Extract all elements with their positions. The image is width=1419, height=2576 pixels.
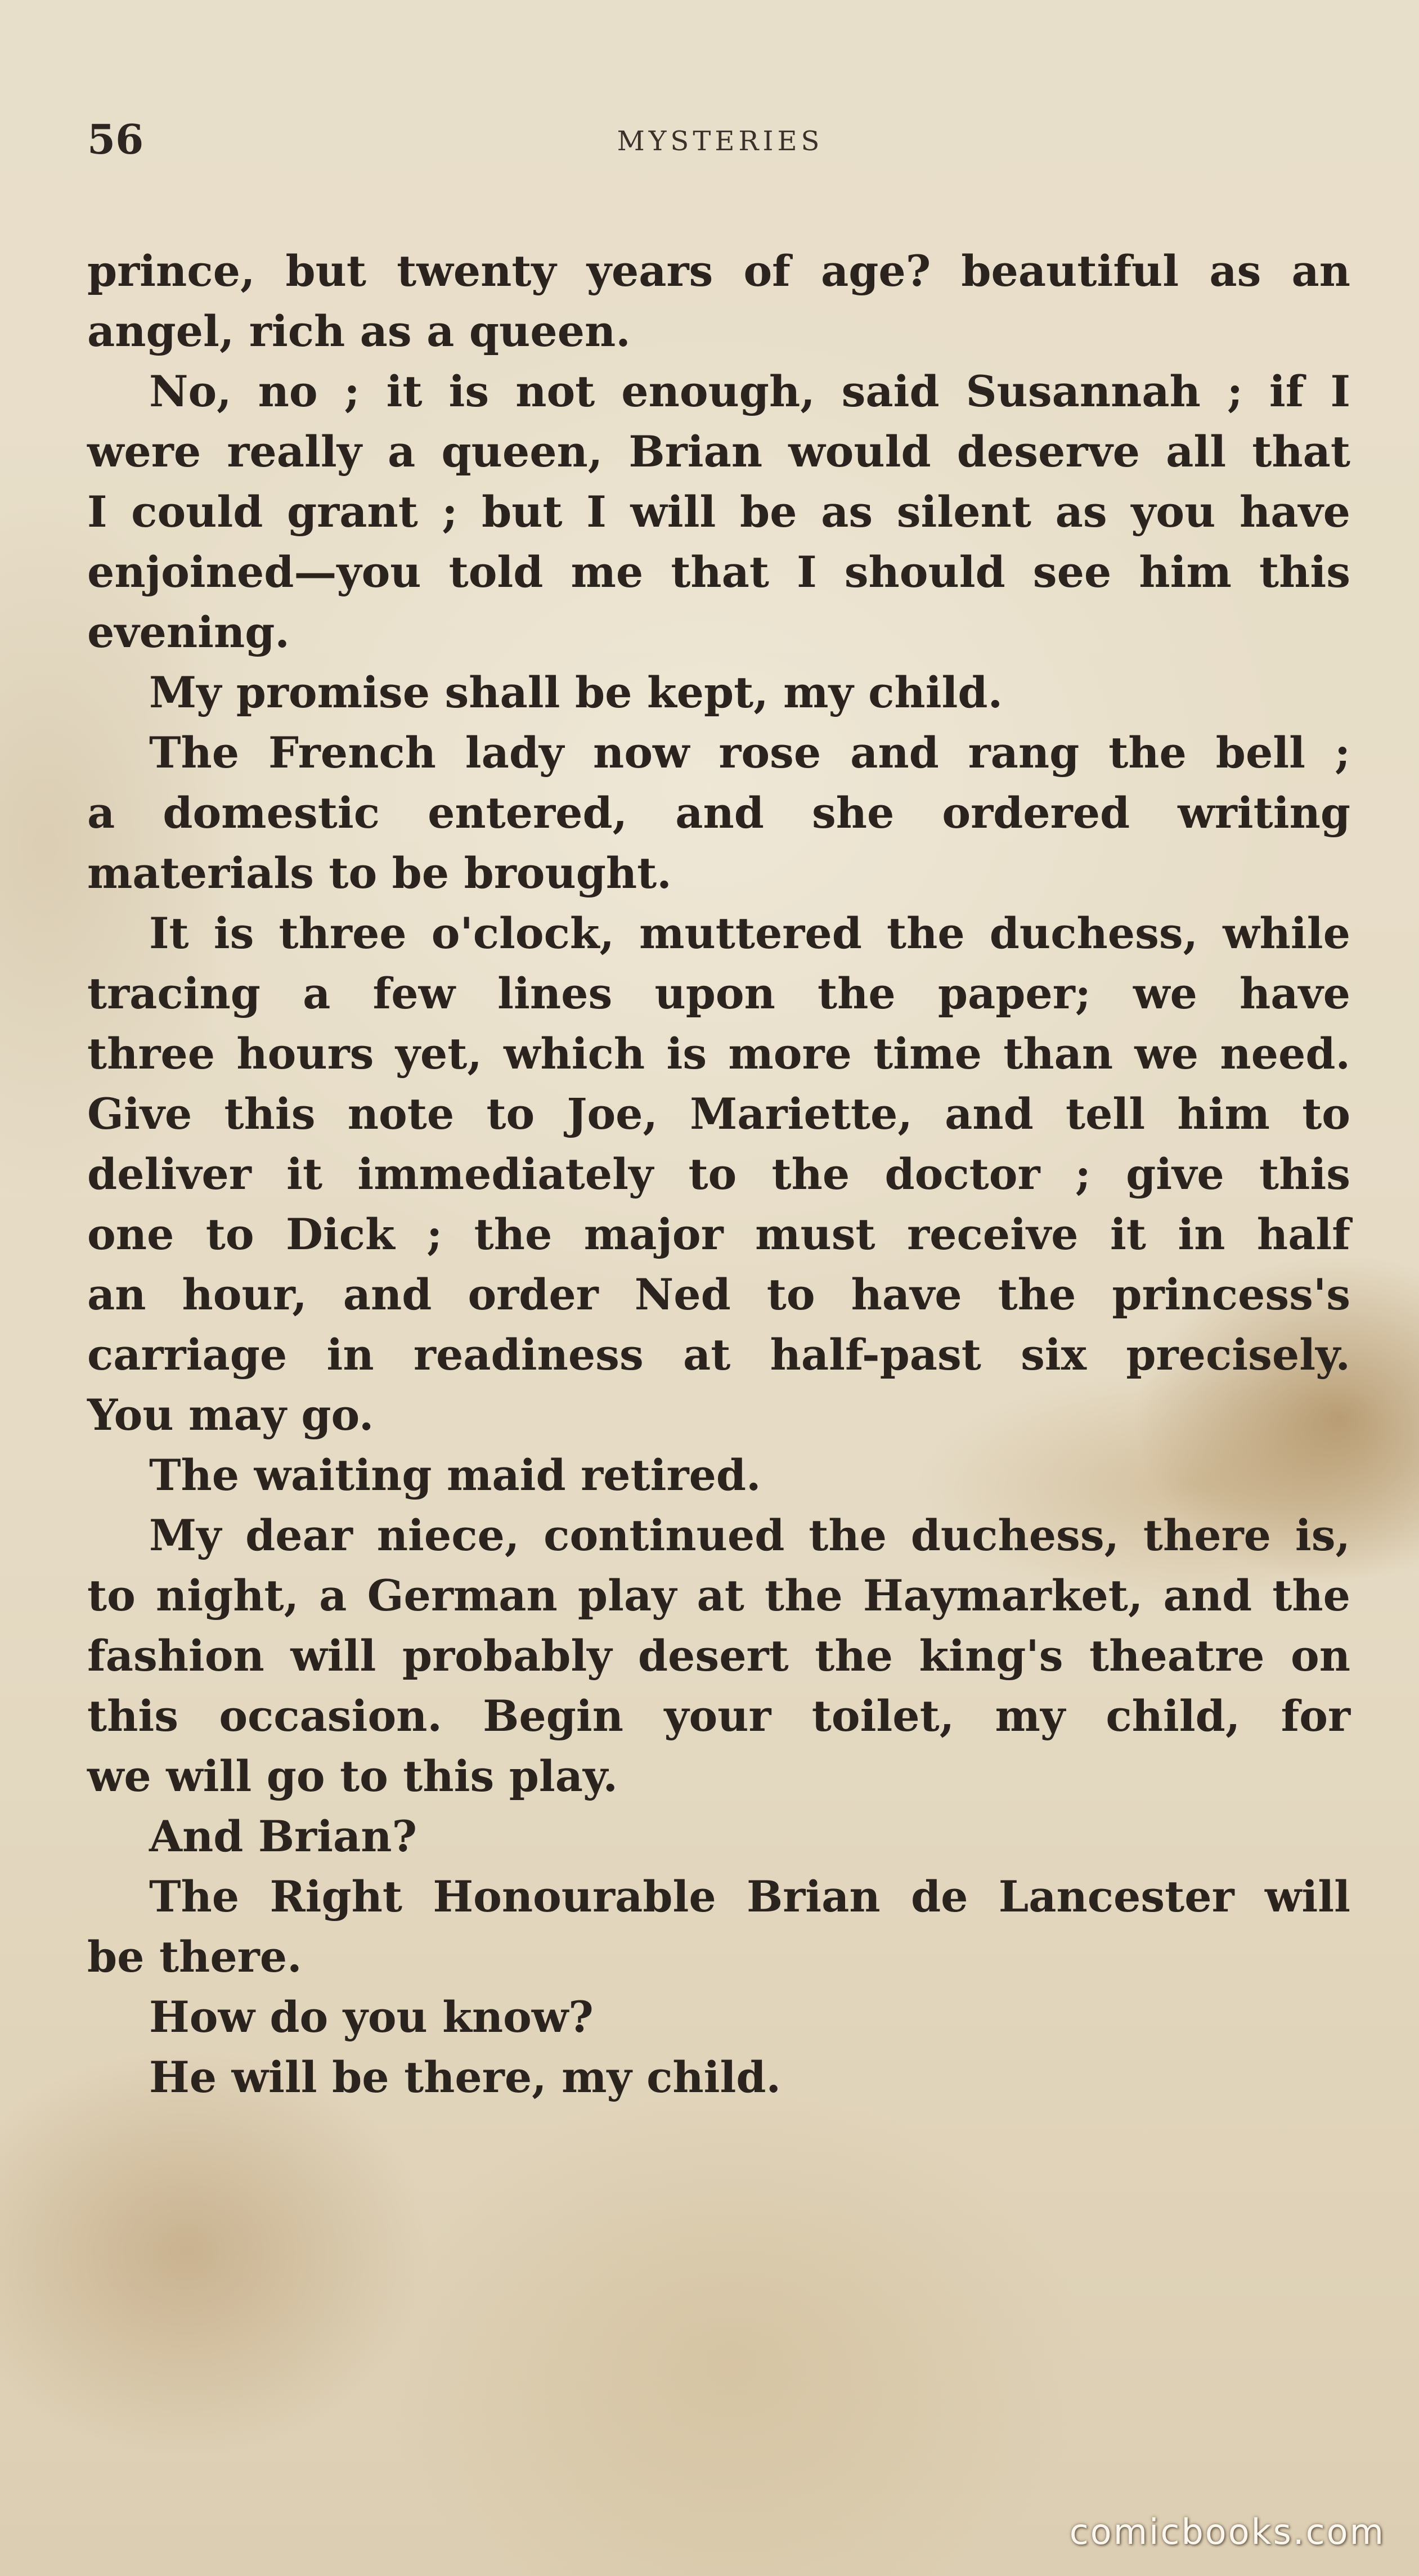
text-line: Give this note to Joe, Mariette, and tell him to (87, 1089, 1350, 1139)
page-header (87, 115, 1353, 177)
text-line: No, no ; it is not enough, said Susannah ; if I (149, 366, 1350, 416)
text-line: You may go. (87, 1390, 374, 1440)
text-line: materials to be brought. (87, 848, 672, 898)
text-line: The waiting maid retired. (149, 1450, 761, 1500)
body-text (87, 241, 1350, 2107)
text-line: fashion will probably desert the king's theatre on (87, 1631, 1350, 1681)
text-line: angel, rich as a queen. (87, 306, 631, 356)
text-line: be there. (87, 1932, 302, 1982)
text-line: deliver it immediately to the doctor ; give this (87, 1149, 1350, 1199)
text-line: enjoined—you told me that I should see him this (87, 547, 1350, 597)
text-line: I could grant ; but I will be as silent as you have (87, 487, 1350, 537)
text-line: The Right Honourable Brian de Lancester will (149, 1872, 1350, 1922)
text-line: How do you know? (149, 1992, 594, 2042)
text-line: prince, but twenty years of age? beautiful as an (87, 246, 1350, 296)
page-number: 56 (87, 115, 144, 163)
text-line: The French lady now rose and rang the bell ; (149, 728, 1350, 778)
running-head: MYSTERIES (617, 125, 824, 157)
text-line: this occasion. Begin your toilet, my child, for (87, 1691, 1350, 1741)
text-line: My promise shall be kept, my child. (149, 667, 1003, 717)
text-line: carriage in readiness at half-past six precisely. (87, 1330, 1350, 1380)
text-line: It is three o'clock, muttered the duchess, while (149, 908, 1350, 958)
text-line: one to Dick ; the major must receive it in half (87, 1209, 1350, 1259)
text-line: He will be there, my child. (149, 2052, 782, 2102)
site-watermark: comicbooks.com (1069, 2511, 1385, 2552)
text-line: evening. (87, 607, 290, 657)
text-line: tracing a few lines upon the paper; we have (87, 968, 1350, 1018)
text-line: were really a queen, Brian would deserve all that (87, 427, 1350, 477)
text-line: we will go to this play. (87, 1751, 618, 1801)
text-line: My dear niece, continued the duchess, there is, (149, 1510, 1350, 1560)
text-line: And Brian? (149, 1811, 417, 1861)
text-line: an hour, and order Ned to have the princess's (87, 1269, 1350, 1320)
text-line: three hours yet, which is more time than we need. (87, 1029, 1350, 1079)
text-line: to night, a German play at the Haymarket, and the (87, 1570, 1350, 1621)
text-line: a domestic entered, and she ordered writing (87, 788, 1350, 838)
